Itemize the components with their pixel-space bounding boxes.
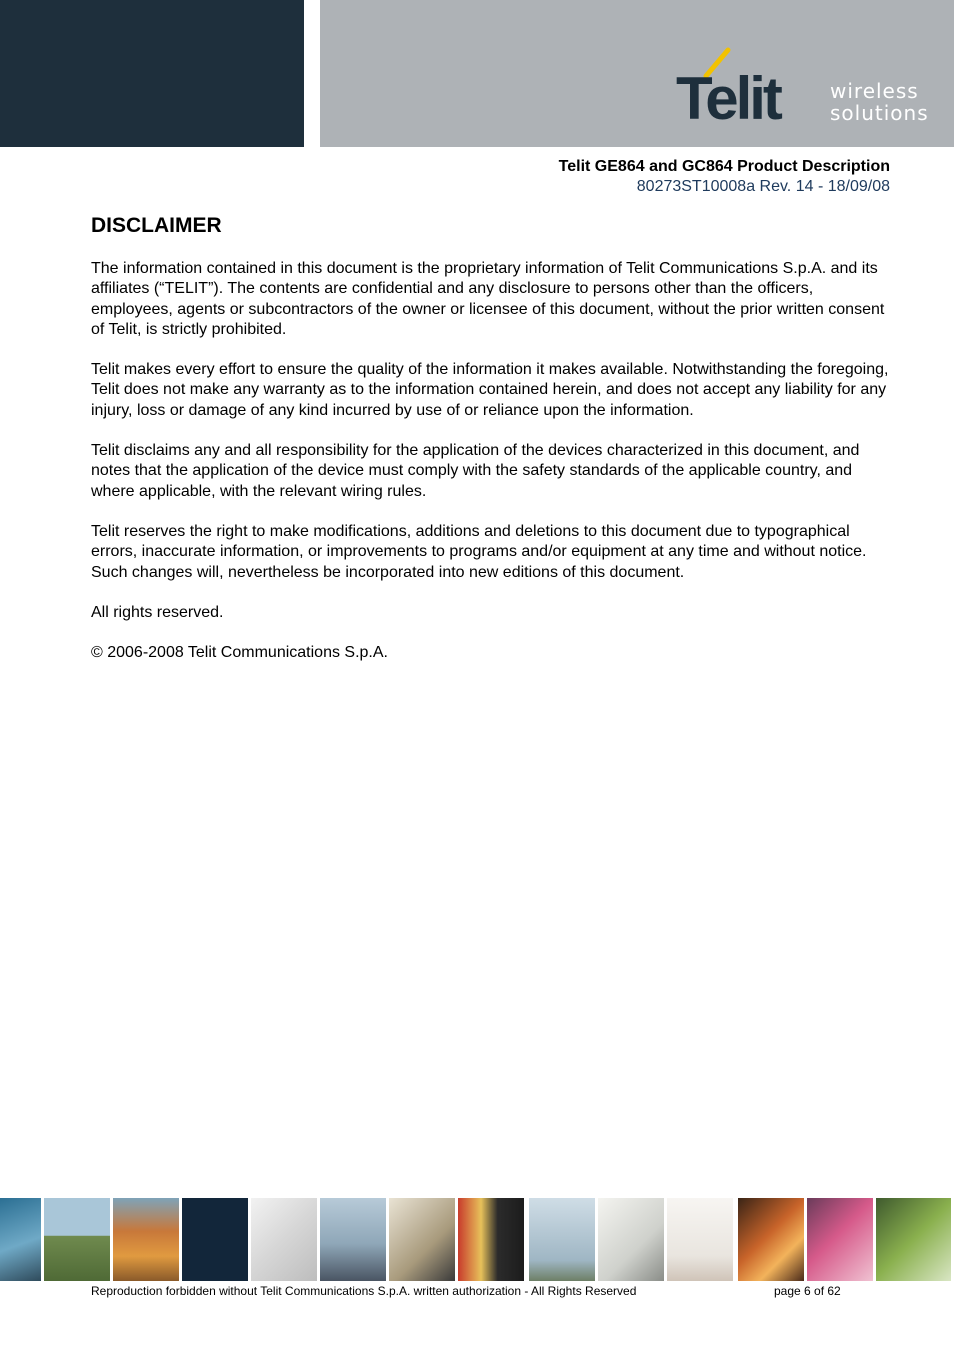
paragraph-warranty: Telit makes every effort to ensure the quality of the information it makes available. Notwithstanding the foregoing, Telit does not make any warranty as to the information contained herein, and does not accept any liability for any injury, loss or damage of any kind incurred by use of or reliance upon the information. [91, 361, 889, 419]
photo-tile-card-terminal [389, 1198, 455, 1281]
photo-tile-interior [667, 1198, 733, 1281]
photo-tile-departure-board [182, 1198, 248, 1281]
section-heading: DISCLAIMER [91, 214, 222, 237]
photo-tile-wind-turbines [529, 1198, 595, 1281]
logo-tagline-line1: wireless [830, 79, 919, 103]
photo-tile-vending-machine [458, 1198, 524, 1281]
document-revision: 80273ST10008a Rev. 14 - 18/09/08 [636, 178, 890, 195]
photo-tile-printer [807, 1198, 873, 1281]
page-number: page 6 of 62 [774, 1284, 841, 1298]
photo-tile-emergency-phone [44, 1198, 110, 1281]
footer-photo-strip [0, 1198, 954, 1281]
paragraph-rights: All rights reserved. [91, 603, 224, 621]
logo-tagline-line2: solutions [830, 101, 929, 125]
paragraph-copyright: © 2006-2008 Telit Communications S.p.A. [91, 644, 388, 662]
photo-tile-security-camera [876, 1198, 951, 1281]
photo-tile-traffic [738, 1198, 804, 1281]
paragraph-responsibility: Telit disclaims any and all responsibility for the application of the devices characterized in this document, and notes that the application of the device must comply with the safety standards of the applicable country, and where applicable, with the relevant wiring rules. [91, 442, 860, 500]
paragraph-modifications: Telit reserves the right to make modifications, additions and deletions to this document due to typographical errors, inaccurate information, or improvements to programs and/or equipment at any time and without notice. Such changes will, nevertheless be incorporated into new editions of this document. [91, 522, 867, 581]
photo-tile-containers [113, 1198, 179, 1281]
photo-tile-meter [598, 1198, 664, 1281]
telit-logo [676, 44, 936, 134]
disclaimer-section [91, 213, 893, 683]
header-dark-band [0, 0, 304, 147]
document-title: Telit GE864 and GC864 Product Description [558, 158, 890, 175]
logo-tagline [830, 80, 940, 124]
photo-tile-car [0, 1198, 41, 1281]
photo-tile-cyclist [320, 1198, 386, 1281]
photo-tile-keyboard [251, 1198, 317, 1281]
reproduction-notice: Reproduction forbidden without Telit Communications S.p.A. written authorization - All Rights Reserved [91, 1284, 637, 1298]
logo-wordmark: Telit [676, 65, 780, 132]
paragraph-confidentiality: The information contained in this document is the proprietary information of Telit Communications S.p.A. and its affiliates (“TELIT”). The contents are confidential and any disclosure to persons other than the officers, employees, agents or subcontractors of the owner or licensee of this document, without the prior written consent of Telit, is strictly prohibited. [91, 260, 885, 338]
